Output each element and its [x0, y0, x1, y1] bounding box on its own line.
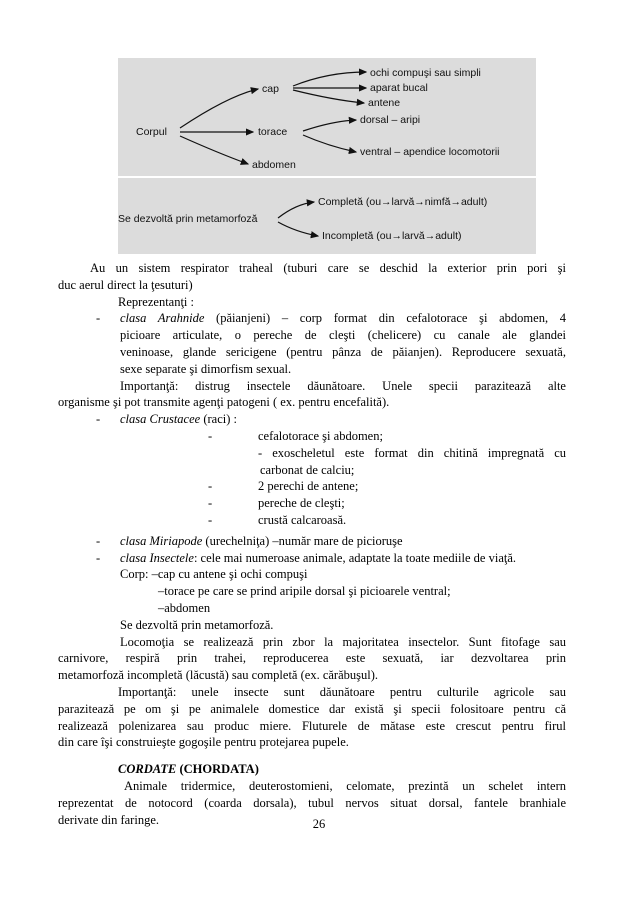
classification-figure [118, 58, 536, 254]
metamorphosis-incomplete: Incompletă (ou→larvă→adult) [322, 230, 462, 242]
crustacee-subitem: - cefalotorace şi abdomen; [208, 428, 383, 443]
list-item-arahnide: - clasa Arahnide (păianjeni) – corp format din cefalotorace şi abdomen, 4 picioare articulate, o pereche de cleşti (chelicere) cu canale ale glandei veninoase, glande sericigene (pentru pânza de păianjen). Reproducere sexuată, sexe separate şi dimorfism sexual. Importanţă: distrug insectele dăunătoare. Unele specii parazitează alte [96, 311, 567, 393]
page-number: 26 [312, 817, 326, 831]
crustacee-subitem: - exoscheletul este format din chitină impregnată cu [258, 445, 566, 460]
paragraph: Animale tridermice, deuterostomieni, celomate, prezintă un schelet intern [124, 778, 566, 793]
list-item-miriapode: - clasa Miriapode (urechelniţa) –număr mare de picioruşe [96, 533, 403, 548]
paragraph: carnivore, respiră prin trahei, reproducerea este sexuată, iar dezvoltarea prin [58, 651, 566, 666]
crustacee-subitem: carbonat de calciu; [260, 462, 355, 477]
section-heading: CORDATE (CHORDATA) [118, 762, 259, 777]
class-name: clasa Arahnide [120, 311, 205, 326]
paragraph: duc aerul direct la ţesuturi) [58, 277, 193, 292]
part-torace: torace [258, 126, 288, 138]
paragraph: derivate din faringe. [58, 812, 159, 827]
paragraph: organisme şi pot transmite agenţi patogeni ( ex. pentru encefalită). [58, 395, 390, 410]
paragraph: Reprezentanţi : [118, 294, 195, 309]
list-item-insecte: - clasa Insectele: cele mai numeroase animale, adaptate la toate mediile de viaţă. Corp: –cap cu antene şi ochi compuşi –torace pe care se prind aripile dorsal şi picioarele ventral; –abdomen Se dezvoltă prin metamorfoză. Locomoţia se realizează prin zbor la majoritatea insectelor. Sunt fitofage sau [96, 550, 566, 649]
part-abdomen: abdomen [252, 159, 296, 171]
paragraph: Importanţă: unele insecte sunt dăunătoare pentru culturile agricole sau [118, 684, 566, 699]
crustacee-subitem: - crustă calcaroasă. [208, 512, 347, 527]
paragraph: reprezentat de notocord (coarda dorsala), tubul nervos situat dorsal, fantele branhiale [58, 795, 566, 810]
thorax-item: ventral – apendice locomotorii [360, 146, 500, 158]
document-body [58, 260, 567, 828]
head-item: aparat bucal [370, 82, 428, 94]
crustacee-subitem: - 2 perechi de antene; [208, 479, 359, 494]
crustacee-subitem: - pereche de cleşti; [208, 496, 345, 511]
head-item: ochi compuşi sau simpli [370, 67, 481, 79]
list-item-crustacee: - clasa Crustacee (raci) : [96, 412, 237, 427]
paragraph: din care îşi construieşte gogoşile pentru protejarea pupele. [58, 735, 349, 750]
paragraph: realizează polenizarea sau produc miere. Fluturele de mătase este crescut pentru firul [58, 718, 566, 733]
head-item: antene [368, 97, 401, 109]
class-name: clasa Miriapode [120, 533, 203, 548]
class-name: clasa Crustacee [120, 412, 201, 427]
paragraph: metamorfoză incompletă (lăcustă) sau completă (ex. cărăbuşul). [58, 668, 378, 683]
metamorphosis-label: Se dezvoltă prin metamorfoză [118, 213, 258, 225]
paragraph: Au un sistem respirator traheal (tuburi care se deschid la exterior prin pori şi [90, 261, 566, 275]
thorax-item: dorsal – aripi [360, 114, 421, 126]
paragraph: parazitează pe om şi pe animalele domestice dar există şi specii folositoare pentru că [58, 701, 566, 716]
part-cap: cap [262, 83, 279, 95]
class-name: clasa Insectele [120, 550, 194, 565]
metamorphosis-complete: Completă (ou→larvă→nimfă→adult) [318, 196, 488, 208]
corpul-label: Corpul [136, 126, 167, 138]
